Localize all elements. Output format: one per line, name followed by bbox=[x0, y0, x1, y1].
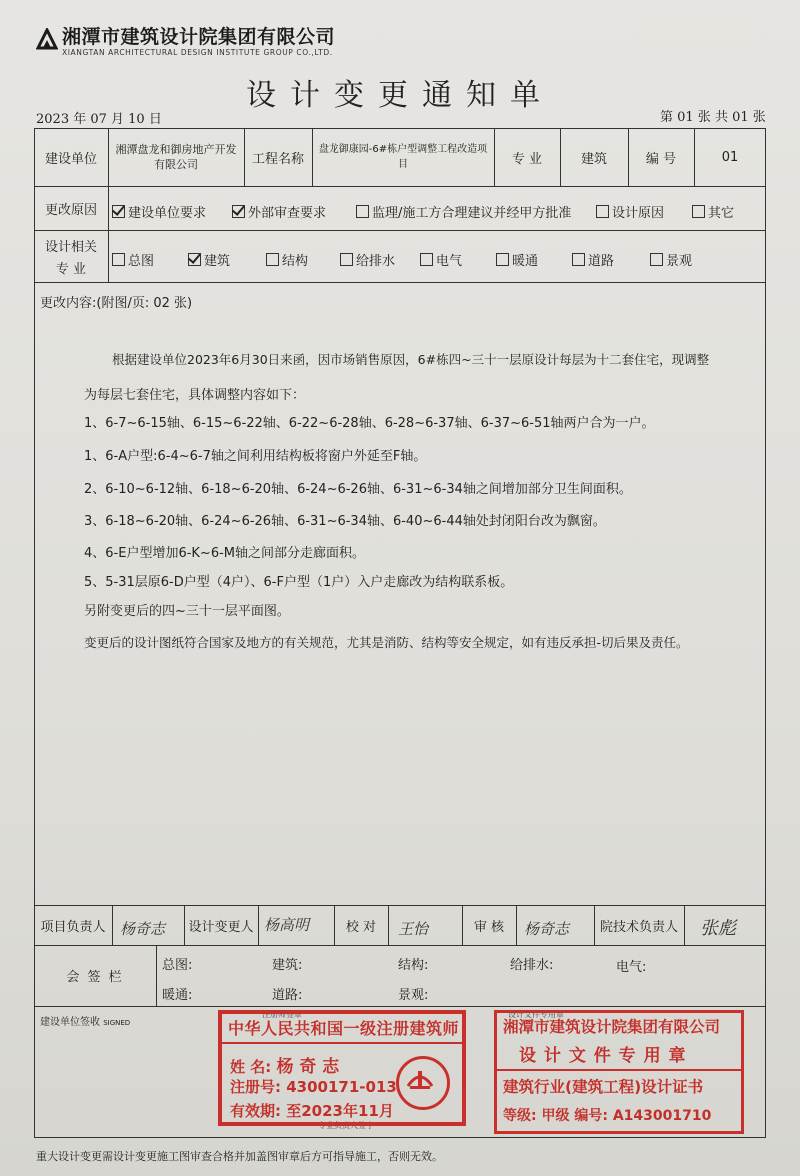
seal-reg-label: 注册号: bbox=[230, 1078, 281, 1096]
number-value: 01 bbox=[721, 149, 739, 165]
builder-sign-label bbox=[40, 1013, 130, 1028]
reason-label: 更改原因 bbox=[44, 202, 97, 218]
unchecked-box-icon[interactable] bbox=[266, 253, 279, 266]
design-seal-line1: 湘潭市建筑设计院集团有限公司 bbox=[503, 1018, 721, 1036]
col-divider bbox=[112, 905, 113, 945]
countersign-field: 道路: bbox=[272, 988, 303, 1003]
related-discipline-option[interactable] bbox=[650, 250, 692, 269]
related-discipline-option[interactable] bbox=[112, 250, 154, 269]
reason-option-label: 其它 bbox=[708, 206, 735, 221]
design-seal-line2: 设 计 文 件 专 用 章 bbox=[519, 1046, 687, 1066]
seal-valid-line bbox=[230, 1100, 394, 1121]
countersign-field: 给排水: bbox=[510, 958, 554, 973]
unchecked-box-icon[interactable] bbox=[112, 253, 125, 266]
design-seal-line4 bbox=[503, 1105, 711, 1125]
design-stamp-caption: 设计文件专用章 bbox=[508, 1010, 564, 1019]
row-divider bbox=[34, 1006, 766, 1007]
related-option-label: 总图 bbox=[128, 254, 155, 269]
seal-valid: 至2023年11月 bbox=[286, 1102, 394, 1120]
architect-seal bbox=[218, 1010, 466, 1126]
builder-sign-label-cn: 建设单位签收 bbox=[40, 1017, 100, 1028]
reason-option-label: 建设单位要求 bbox=[128, 206, 207, 221]
related-label-line1: 设计相关 bbox=[44, 239, 97, 255]
countersign-field: 结构: bbox=[398, 958, 429, 973]
unchecked-box-icon[interactable] bbox=[572, 253, 585, 266]
builder-value: 湘潭盘龙和御房地产开发有限公司 bbox=[115, 143, 237, 171]
stamp-area-caption: 注册师签章 bbox=[262, 1010, 302, 1019]
number-label: 编 号 bbox=[645, 151, 677, 167]
row-divider bbox=[34, 186, 766, 187]
leader-label: 项目负责人 bbox=[40, 919, 106, 935]
related-discipline-option[interactable] bbox=[340, 250, 395, 269]
seal-reg-line bbox=[230, 1076, 397, 1097]
related-option-label: 给排水 bbox=[356, 254, 396, 269]
seal-title: 中华人民共和国一级注册建筑师 bbox=[228, 1019, 460, 1038]
design-seal-grade: 等级: 甲级 bbox=[503, 1108, 570, 1124]
countersign-field: 暖通: bbox=[162, 988, 193, 1003]
content-item: 1、6-A户型:6-4~6-7轴之间利用结构板将窗户外延至F轴。 bbox=[84, 449, 427, 464]
design-seal-line3: 建筑行业(建筑工程)设计证书 bbox=[503, 1078, 704, 1096]
discipline-label: 专 业 bbox=[511, 151, 543, 167]
chief-signature: 张彪 bbox=[700, 918, 736, 939]
company-logo bbox=[36, 26, 335, 58]
countersign-field: 建筑: bbox=[272, 958, 303, 973]
discipline-value: 建筑 bbox=[580, 151, 607, 167]
related-option-label: 景观 bbox=[666, 254, 693, 269]
row-divider bbox=[34, 230, 766, 231]
chief-label: 院技术负责人 bbox=[599, 919, 678, 935]
reason-option[interactable] bbox=[232, 202, 326, 221]
reviewer-label: 审 核 bbox=[473, 919, 505, 935]
reason-option[interactable] bbox=[596, 202, 664, 221]
unchecked-box-icon[interactable] bbox=[496, 253, 509, 266]
unchecked-box-icon[interactable] bbox=[356, 205, 369, 218]
design-seal-cert: 编号: A143001710 bbox=[574, 1108, 712, 1124]
content-attach: 另附变更后的四~三十一层平面图。 bbox=[84, 604, 290, 619]
unchecked-box-icon[interactable] bbox=[692, 205, 705, 218]
content-intro-line1: 根据建设单位2023年6月30日来函，因市场销售原因，6#栋四~三十一层原设计每层为十二套住宅，现调整 bbox=[112, 352, 710, 367]
seal-emblem-icon bbox=[396, 1056, 450, 1110]
countersign-field: 景观: bbox=[398, 988, 429, 1003]
project-label: 工程名称 bbox=[251, 151, 304, 167]
company-name-cn: 湘潭市建筑设计院集团有限公司 bbox=[62, 26, 336, 48]
lead-sign-caption: 专业负责人签字 bbox=[318, 1121, 374, 1130]
document-title: 设计变更通知单 bbox=[246, 78, 554, 113]
col-divider bbox=[312, 128, 313, 186]
col-divider bbox=[684, 905, 685, 945]
related-option-label: 电气 bbox=[436, 254, 463, 269]
reviewer-signature: 杨奇志 bbox=[524, 920, 570, 938]
related-option-label: 暖通 bbox=[512, 254, 539, 269]
content-item: 2、6-10~6-12轴、6-18~6-20轴、6-24~6-26轴、6-31~6-34轴之间增加部分卫生间面积。 bbox=[84, 482, 632, 497]
col-divider bbox=[156, 945, 157, 1006]
content-closing: 变更后的设计图纸符合国家及地方的有关规范，尤其是消防、结构等安全规定，如有违反承担-切后果及责任。 bbox=[84, 635, 689, 650]
reason-option-label: 设计原因 bbox=[612, 206, 665, 221]
reason-option-label: 外部审查要求 bbox=[248, 206, 327, 221]
col-divider bbox=[388, 905, 389, 945]
checked-box-icon[interactable] bbox=[188, 253, 201, 266]
builder-label: 建设单位 bbox=[44, 151, 97, 167]
countersign-field: 总图: bbox=[162, 958, 193, 973]
seal-name-label: 姓 名: bbox=[230, 1058, 272, 1076]
seal-reg: 4300171-013 bbox=[286, 1078, 397, 1096]
related-option-label: 道路 bbox=[588, 254, 615, 269]
company-name-en: XIANGTAN ARCHITECTURAL DESIGN INSTITUTE GROUP CO.,LTD. bbox=[62, 48, 333, 57]
reason-option-label: 监理/施工方合理建议并经甲方批准 bbox=[372, 206, 572, 221]
related-discipline-option[interactable] bbox=[572, 250, 614, 269]
countersign-label: 会 签 栏 bbox=[66, 970, 124, 985]
unchecked-box-icon[interactable] bbox=[596, 205, 609, 218]
unchecked-box-icon[interactable] bbox=[650, 253, 663, 266]
unchecked-box-icon[interactable] bbox=[420, 253, 433, 266]
checker-label: 校 对 bbox=[345, 919, 377, 935]
seal-name: 杨 奇 志 bbox=[276, 1057, 340, 1077]
content-item: 1、6-7~6-15轴、6-15~6-22轴、6-22~6-28轴、6-28~6-37轴、6-37~6-51轴两户合为一户。 bbox=[84, 416, 655, 431]
related-option-label: 建筑 bbox=[204, 254, 231, 269]
related-discipline-option[interactable] bbox=[420, 250, 462, 269]
countersign-field: 电气: bbox=[616, 960, 647, 975]
designer-label: 设计变更人 bbox=[188, 919, 254, 935]
footer-note: 重大设计变更需设计变更施工图审查合格并加盖图审章后方可指导施工，否则无效。 bbox=[36, 1150, 443, 1163]
checked-box-icon[interactable] bbox=[232, 205, 245, 218]
sheet-count: 第 01 张 共 01 张 bbox=[660, 110, 766, 125]
related-option-label: 结构 bbox=[282, 254, 309, 269]
content-intro-line2: 为每层七套住宅，具体调整内容如下： bbox=[84, 388, 306, 403]
content-item: 5、5-31层原6-D户型（4户）、6-F户型（1户）入户走廊改为结构联系板。 bbox=[84, 575, 514, 590]
related-label-line2: 专 业 bbox=[55, 261, 87, 277]
content-item: 4、6-E户型增加6-K~6-M轴之间部分走廊面积。 bbox=[84, 546, 366, 561]
reason-option[interactable] bbox=[692, 202, 734, 221]
seal-valid-label: 有效期: bbox=[230, 1102, 281, 1120]
row-divider bbox=[34, 282, 766, 283]
content-heading: 更改内容:(附图/页: 02 张) bbox=[40, 296, 193, 311]
related-discipline-option[interactable] bbox=[496, 250, 538, 269]
leader-signature: 杨奇志 bbox=[120, 920, 166, 938]
seal-name-line bbox=[230, 1052, 339, 1077]
col-divider bbox=[516, 905, 517, 945]
col-divider bbox=[258, 905, 259, 945]
checker-signature: 王怡 bbox=[398, 920, 429, 938]
col-divider bbox=[108, 128, 109, 282]
content-item: 3、6-18~6-20轴、6-24~6-26轴、6-31~6-34轴、6-40~6-44轴处封闭阳台改为飘窗。 bbox=[84, 514, 606, 529]
builder-sign-label-en: SIGNED bbox=[103, 1019, 131, 1027]
related-discipline-option[interactable] bbox=[266, 250, 308, 269]
design-document-seal bbox=[494, 1010, 744, 1134]
checked-box-icon[interactable] bbox=[112, 205, 125, 218]
logo-mark-icon bbox=[36, 28, 58, 50]
reason-option[interactable] bbox=[112, 202, 206, 221]
related-discipline-option[interactable] bbox=[188, 250, 230, 269]
project-value: 盘龙御康园-6#栋户型调整工程改造项目 bbox=[318, 144, 488, 170]
document-date: 2023 年 07 月 10 日 bbox=[36, 112, 162, 127]
unchecked-box-icon[interactable] bbox=[340, 253, 353, 266]
reason-option[interactable] bbox=[356, 202, 571, 221]
designer-signature: 杨高明 bbox=[264, 916, 310, 934]
